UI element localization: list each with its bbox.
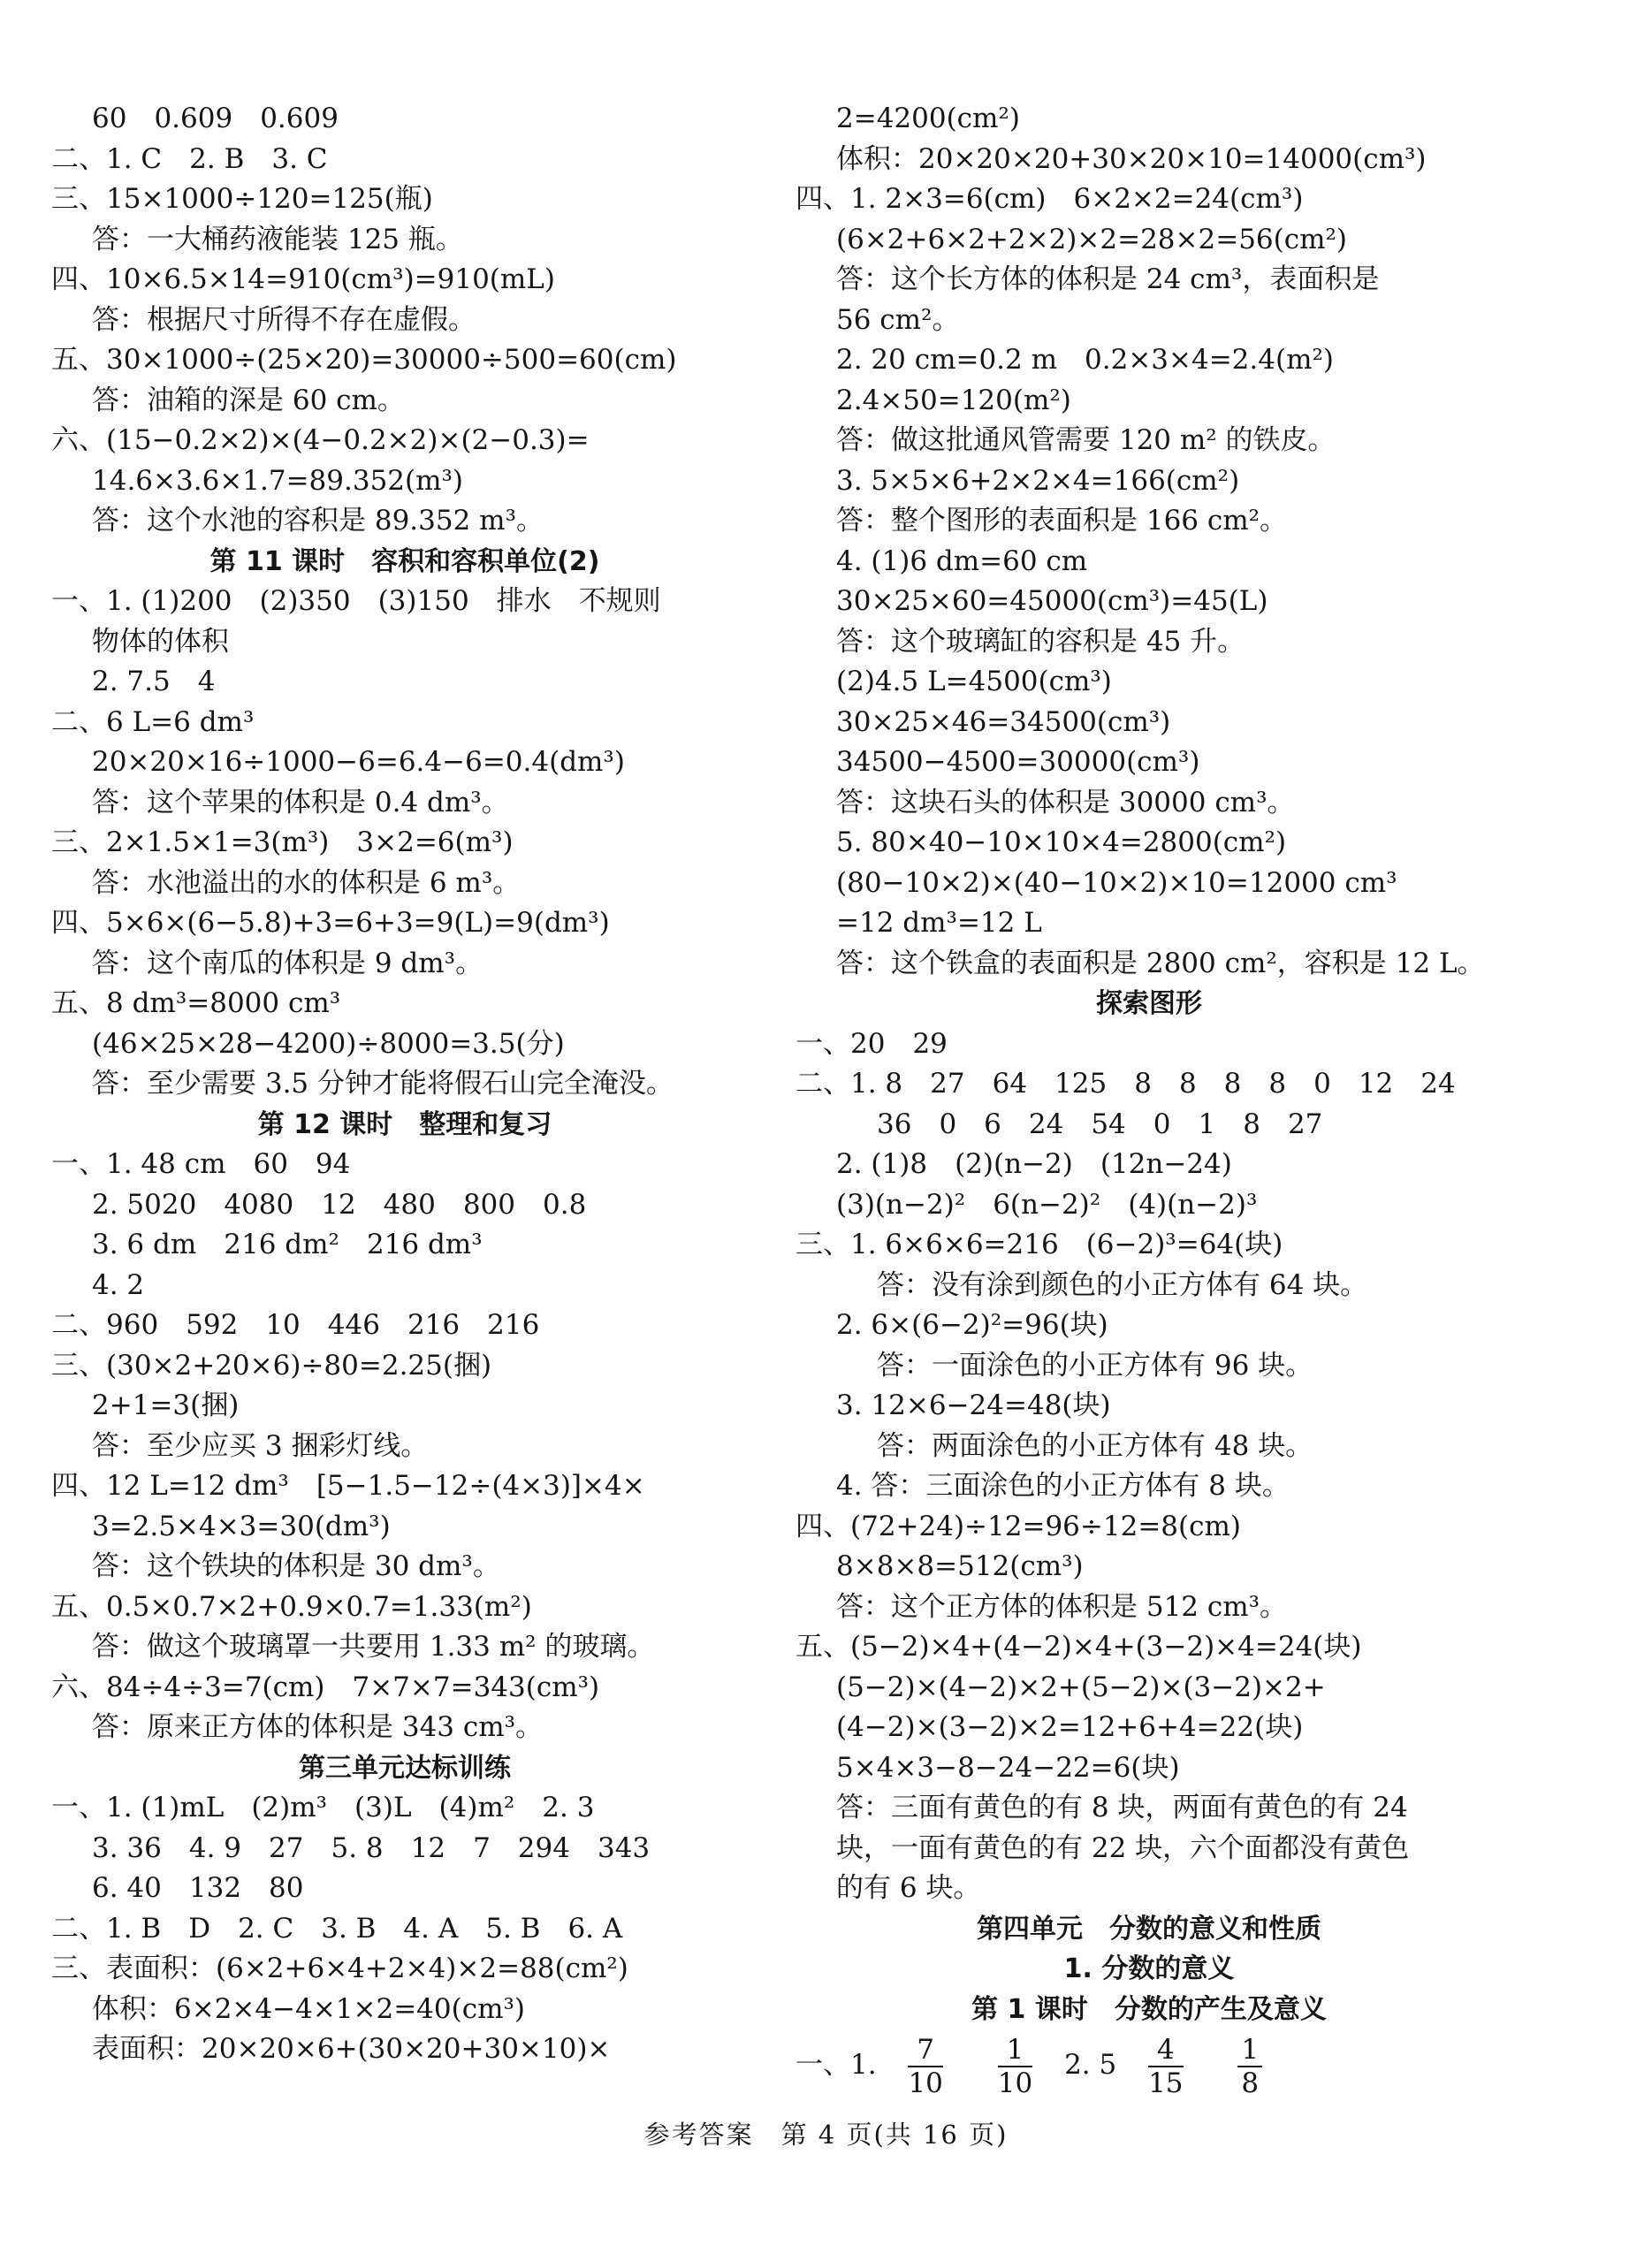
answer-line: 四、5×6×(6−5.8)+3=6+3=9(L)=9(dm³) (51, 907, 610, 939)
answer-line: 四、1. 2×3=6(cm) 6×2×2=24(cm³) (796, 183, 1304, 215)
answer-line: 2. 20 cm=0.2 m 0.2×3×4=2.4(m²) (836, 344, 1334, 376)
answer-line: 60 0.609 0.609 (92, 103, 339, 134)
answer-line: 六、(15−0.2×2)×(4−0.2×2)×(2−0.3)= (51, 424, 590, 456)
answer-line: (4−2)×(3−2)×2=12+6+4=22(块) (836, 1711, 1304, 1743)
answer-line: 一、1. (1)mL (2)m³ (3)L (4)m² 2. 3 (51, 1792, 595, 1823)
page-footer: 参考答案 第 4 页(共 16 页) (643, 2120, 1009, 2150)
answer-line: (6×2+6×2+2×2)×2=28×2=56(cm²) (836, 223, 1348, 255)
answer-line: 三、15×1000÷120=125(瓶) (51, 183, 433, 215)
answer-line: 四、10×6.5×14=910(cm³)=910(mL) (51, 263, 555, 295)
answer-line: 三、表面积：(6×2+6×4+2×4)×2=88(cm²) (51, 1953, 628, 1984)
answer-line: 答：水池溢出的水的体积是 6 m³。 (92, 866, 521, 899)
answer-line: (2)4.5 L=4500(cm³) (836, 666, 1112, 697)
answer-line: 答：一大桶药液能装 125 瓶。 (92, 223, 463, 255)
answer-line: 2.4×50=120(m²) (836, 384, 1071, 416)
denominator: 10 (908, 2067, 943, 2099)
answer-line: 答：这个铁块的体积是 30 dm³。 (92, 1550, 500, 1582)
answer-line: 一、20 29 (796, 1027, 948, 1060)
answer-line: 答：这个正方体的体积是 512 cm³。 (836, 1590, 1288, 1623)
answer-line: 3. 36 4. 9 27 5. 8 12 7 294 343 (92, 1831, 651, 1864)
answer-line: 六、84÷4÷3=7(cm) 7×7×7=343(cm³) (51, 1671, 600, 1703)
answer-line: 二、1. 8 27 64 125 8 8 8 8 0 12 24 (796, 1068, 1456, 1100)
answer-line: 56 cm²。 (836, 303, 960, 336)
answer-line: 物体的体积 (92, 625, 229, 658)
answer-line: 4. 2 (92, 1268, 145, 1301)
numerator: 1 (1237, 2034, 1262, 2067)
answer-line: 答：这个铁盒的表面积是 2800 cm²，容积是 12 L。 (836, 947, 1485, 979)
denominator: 15 (1148, 2067, 1184, 2099)
right-column (796, 99, 1503, 2100)
answer-line: 答：做这批通风管需要 120 m² 的铁皮。 (836, 424, 1336, 456)
answer-line: 二、1. C 2. B 3. C (51, 142, 328, 175)
answer-line: 20×20×16÷1000−6=6.4−6=0.4(dm³) (92, 746, 625, 778)
section-heading: 探索图形 (1096, 988, 1202, 1019)
section-heading: 第四单元 分数的意义和性质 (977, 1913, 1321, 1945)
answer-line: 体积：20×20×20+30×20×10=14000(cm³) (836, 142, 1427, 175)
answer-line: 2. 6×(6−2)²=96(块) (836, 1309, 1108, 1341)
answer-line: 答：根据尺寸所得不存在虚假。 (92, 303, 476, 336)
answer-line: 4. 答：三面涂色的小正方体有 8 块。 (836, 1470, 1290, 1502)
answer-line: 五、30×1000÷(25×20)=30000÷500=60(cm) (51, 344, 677, 376)
answer-line: 体积：6×2×4−4×1×2=40(cm³) (92, 1992, 526, 2025)
answer-line: 34500−4500=30000(cm³) (836, 746, 1200, 778)
section-heading: 第 12 课时 整理和复习 (257, 1108, 552, 1140)
answer-line: 答：油箱的深是 60 cm。 (92, 384, 405, 416)
answer-line: 14.6×3.6×1.7=89.352(m³) (92, 464, 464, 497)
fraction (908, 2034, 942, 2099)
answer-line: 答：整个图形的表面积是 166 cm²。 (836, 505, 1288, 537)
answer-line: 3. 5×5×6+2×2×4=166(cm²) (836, 464, 1240, 497)
answer-line: 答：这个苹果的体积是 0.4 dm³。 (92, 786, 509, 818)
answer-line: 二、1. B D 2. C 3. B 4. A 5. B 6. A (51, 1912, 623, 1945)
answer-line: 块，一面有黄色的有 22 块，六个面都没有黄色 (836, 1831, 1410, 1864)
answer-line: 三、1. 6×6×6=216 (6−2)³=64(块) (796, 1229, 1283, 1260)
fraction-line-mid: 2. 5 (1064, 2049, 1117, 2081)
answer-line: 30×25×60=45000(cm³)=45(L) (836, 585, 1268, 617)
denominator: 10 (997, 2067, 1033, 2099)
section-heading: 第 11 课时 容积和容积单位(2) (209, 545, 600, 577)
section-heading: 第三单元达标训练 (299, 1752, 511, 1784)
section-heading: 1. 分数的意义 (1063, 1953, 1235, 1984)
answer-line: 五、(5−2)×4+(4−2)×4+(3−2)×4=24(块) (796, 1631, 1362, 1663)
answer-line: 答：原来正方体的体积是 343 cm³。 (92, 1711, 544, 1743)
answer-line: 答：这个玻璃缸的容积是 45 升。 (836, 625, 1245, 658)
answer-line: 2+1=3(捆) (92, 1389, 240, 1421)
answer-line: 表面积：20×20×6+(30×20+30×10)× (92, 2033, 611, 2065)
answer-line: 5. 80×40−10×10×4=2800(cm²) (836, 826, 1287, 858)
fraction (1148, 2034, 1183, 2099)
answer-line: 四、12 L=12 dm³ [5−1.5−12÷(4×3)]×4× (51, 1470, 645, 1502)
fraction (998, 2034, 1032, 2099)
fraction-answer-line (796, 2029, 1503, 2100)
answer-line: 3. 6 dm 216 dm² 216 dm³ (92, 1229, 483, 1260)
answer-line: 答：没有涂到颜色的小正方体有 64 块。 (877, 1268, 1368, 1301)
answer-line: 二、960 592 10 446 216 216 (51, 1309, 540, 1341)
fraction-line-prefix: 一、1. (796, 2049, 877, 2081)
answer-line: (80−10×2)×(40−10×2)×10=12000 cm³ (836, 866, 1397, 899)
answer-line: 答：这个水池的容积是 89.352 m³。 (92, 505, 544, 537)
answer-line: 的有 6 块。 (836, 1872, 981, 1904)
answer-line: 2. (1)8 (2)(n−2) (12n−24) (836, 1148, 1232, 1180)
answer-line: 4. (1)6 dm=60 cm (836, 544, 1088, 577)
answer-line: 五、8 dm³=8000 cm³ (51, 987, 341, 1019)
answer-line: 3=2.5×4×3=30(dm³) (92, 1510, 391, 1542)
answer-line: 答：至少应买 3 捆彩灯线。 (92, 1429, 429, 1462)
answer-line: 三、2×1.5×1=3(m³) 3×2=6(m³) (51, 826, 514, 858)
answer-line: 答：两面涂色的小正方体有 48 块。 (877, 1429, 1313, 1462)
answer-line: 答：一面涂色的小正方体有 96 块。 (877, 1349, 1313, 1382)
answer-line: (3)(n−2)² 6(n−2)² (4)(n−2)³ (836, 1188, 1258, 1221)
answer-line: (46×25×28−4200)÷8000=3.5(分) (92, 1027, 565, 1060)
answer-line: 五、0.5×0.7×2+0.9×0.7=1.33(m²) (51, 1590, 532, 1623)
answer-line: =12 dm³=12 L (836, 907, 1042, 939)
denominator: 8 (1241, 2067, 1260, 2099)
answer-line: 答：这个长方体的体积是 24 cm³，表面积是 (836, 263, 1380, 295)
left-column (51, 99, 758, 2070)
right-column-lines (796, 99, 1503, 2029)
answer-line: 8×8×8=512(cm³) (836, 1550, 1084, 1582)
answer-line: 2. 5020 4080 12 480 800 0.8 (92, 1188, 587, 1221)
answer-line: 3. 12×6−24=48(块) (836, 1389, 1111, 1421)
numerator: 4 (1148, 2034, 1183, 2067)
answer-line: 答：做这个玻璃罩一共要用 1.33 m² 的玻璃。 (92, 1631, 655, 1663)
answer-line: 四、(72+24)÷12=96÷12=8(cm) (796, 1510, 1241, 1542)
answer-line: 36 0 6 24 54 0 1 8 27 (877, 1108, 1323, 1140)
numerator: 1 (998, 2034, 1032, 2067)
answer-line: 6. 40 132 80 (92, 1872, 304, 1904)
answer-line: 二、6 L=6 dm³ (51, 705, 255, 738)
section-heading: 第 1 课时 分数的产生及意义 (971, 1993, 1327, 2025)
answer-line: 答：三面有黄色的有 8 块，两面有黄色的有 24 (836, 1792, 1408, 1823)
answer-line: 答：这个南瓜的体积是 9 dm³。 (92, 947, 483, 979)
answer-line: 5×4×3−8−24−22=6(块) (836, 1751, 1180, 1784)
numerator: 7 (908, 2034, 942, 2067)
answer-line: 一、1. (1)200 (2)350 (3)150 排水 不规则 (51, 585, 661, 617)
answer-line: 30×25×46=34500(cm³) (836, 705, 1171, 738)
answer-line: 三、(30×2+20×6)÷80=2.25(捆) (51, 1349, 492, 1382)
answer-line: 答：这块石头的体积是 30000 cm³。 (836, 786, 1295, 818)
fraction (1237, 2034, 1262, 2099)
answer-line: (5−2)×(4−2)×2+(5−2)×(3−2)×2+ (836, 1671, 1326, 1703)
answer-line: 2. 7.5 4 (92, 666, 216, 697)
answer-line: 答：至少需要 3.5 分钟才能将假石山完全淹没。 (92, 1068, 674, 1100)
answer-line: 一、1. 48 cm 60 94 (51, 1148, 351, 1180)
answer-line: 2=4200(cm²) (836, 103, 1020, 134)
